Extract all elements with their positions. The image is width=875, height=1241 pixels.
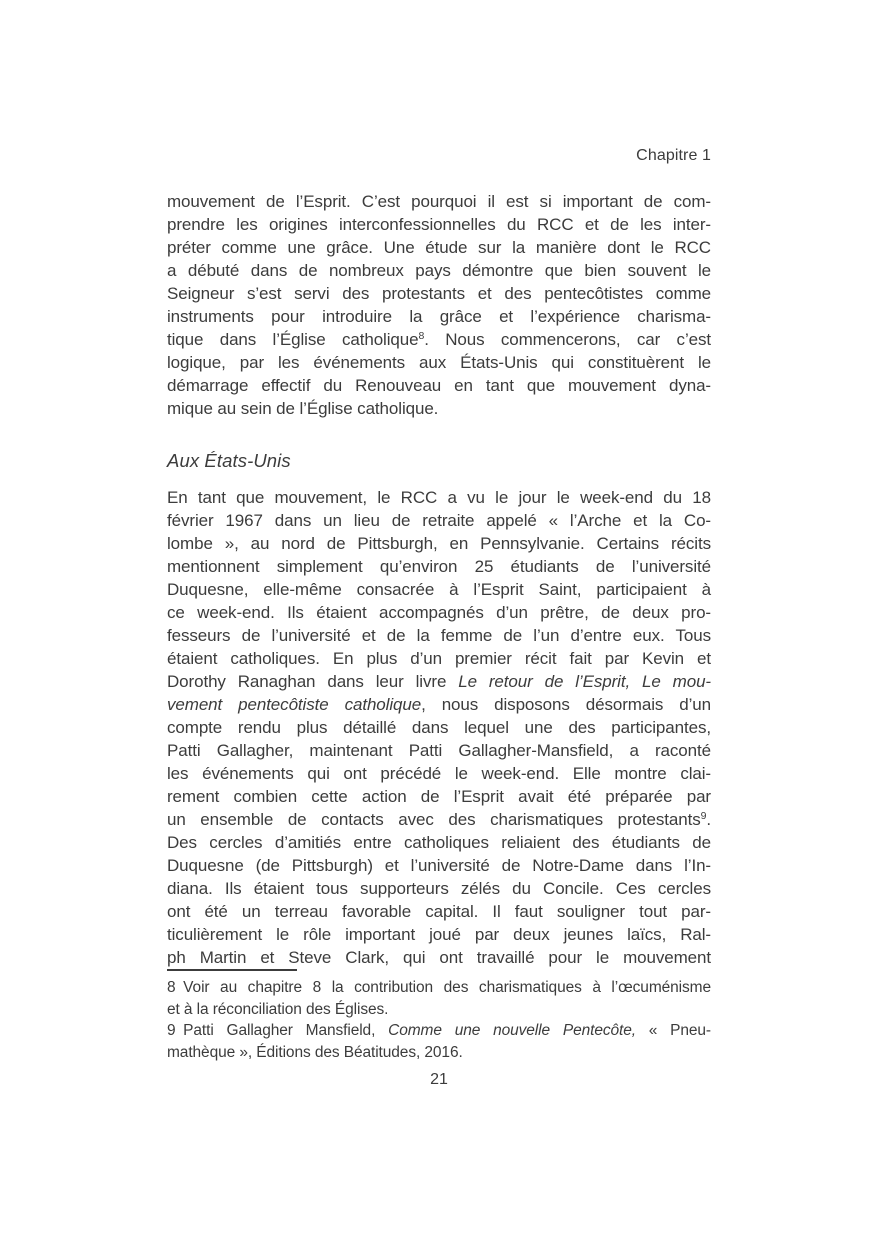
text-line: ticulièrement le rôle important joué par deux jeunes laïcs, Ral-	[167, 925, 711, 944]
body-paragraph-2	[167, 486, 711, 969]
text-line: rement combien cette action de l’Esprit avait été préparée par	[167, 787, 711, 806]
text-line: étaient catholiques. En plus d’un premier récit fait par Kevin et	[167, 649, 711, 668]
text-line: mouvement de l’Esprit. C’est pourquoi il est si important de com-	[167, 192, 711, 211]
text-line: Des cercles d’amitiés entre catholiques reliaient des étudiants de	[167, 833, 711, 852]
text-line: mentionnent simplement qu’environ 25 étudiants de l’université	[167, 557, 711, 576]
text-line: mique au sein de l’Église catholique.	[167, 399, 439, 418]
text-line: février 1967 dans un lieu de retraite appelé « l’Arche et la Co-	[167, 511, 711, 530]
text-line: Seigneur s’est servi des protestants et des pentecôtistes comme	[167, 284, 711, 303]
page-number: 21	[430, 1071, 448, 1088]
text-line: diana. Ils étaient tous supporteurs zélés du Concile. Ces cercles	[167, 879, 711, 898]
text-line: compte rendu plus détaillé dans lequel une des participantes,	[167, 718, 711, 737]
text-line: 9 Patti Gallagher Mansfield, Comme une nouvelle Pentecôte, « Pneu-	[167, 1022, 711, 1040]
text-line: fesseurs de l’université et de la femme de l’un d’entre eux. Tous	[167, 626, 711, 645]
text-line: instruments pour introduire la grâce et l’expérience charisma-	[167, 307, 711, 326]
text-line: Dorothy Ranaghan dans leur livre Le retour de l’Esprit, Le mou-	[167, 672, 711, 691]
text-line: En tant que mouvement, le RCC a vu le jour le week-end du 18	[167, 488, 711, 507]
text-line: prendre les origines interconfessionnelles du RCC et de les inter-	[167, 215, 711, 234]
text-line: les événements qui ont précédé le week-end. Elle montre clai-	[167, 764, 711, 783]
text-line: mathèque », Éditions des Béatitudes, 2016.	[167, 1044, 463, 1062]
text-line: lombe », au nord de Pittsburgh, en Pennsylvanie. Certains récits	[167, 534, 711, 553]
text-line: Duquesne (de Pittsburgh) et l’université de Notre-Dame dans l’In-	[167, 856, 711, 875]
section-heading: Aux États-Unis	[167, 450, 291, 471]
text-line: vement pentecôtiste catholique, nous disposons désormais d’un	[167, 695, 711, 714]
text-line: ce week-end. Ils étaient accompagnés d’un prêtre, de deux pro-	[167, 603, 711, 622]
text-line: préter comme une grâce. Une étude sur la manière dont le RCC	[167, 238, 711, 257]
text-line: ont été un terreau favorable capital. Il faut souligner tout par-	[167, 902, 711, 921]
text-line: 8 Voir au chapitre 8 la contribution des charismatiques à l’œcuménisme	[167, 979, 711, 996]
text-line: Duquesne, elle-même consacrée à l’Esprit Saint, participaient à	[167, 580, 711, 599]
text-line: tique dans l’Église catholique$^8$. Nous commencerons, car c’est	[167, 330, 711, 349]
chapter-header: Chapitre 1	[636, 147, 711, 164]
text-line: ph Martin et Steve Clark, qui ont travaillé pour le mouvement	[167, 948, 711, 967]
footnote-8	[167, 977, 711, 1020]
text-line: logique, par les événements aux États-Unis qui constituèrent le	[167, 353, 711, 372]
text-line: et à la réconciliation des Églises.	[167, 1000, 389, 1018]
footnote-9	[167, 1020, 711, 1063]
text-line: un ensemble de contacts avec des charismatiques protestants$^9$.	[167, 810, 711, 829]
footnote-separator	[167, 969, 297, 971]
text-line: a débuté dans de nombreux pays démontre que bien souvent le	[167, 261, 711, 280]
text-line: Patti Gallagher, maintenant Patti Gallagher-Mansfield, a raconté	[167, 741, 711, 760]
body-paragraph-1	[167, 190, 711, 420]
text-line: démarrage effectif du Renouveau en tant que mouvement dyna-	[167, 376, 711, 395]
footnotes-block	[167, 977, 711, 1064]
